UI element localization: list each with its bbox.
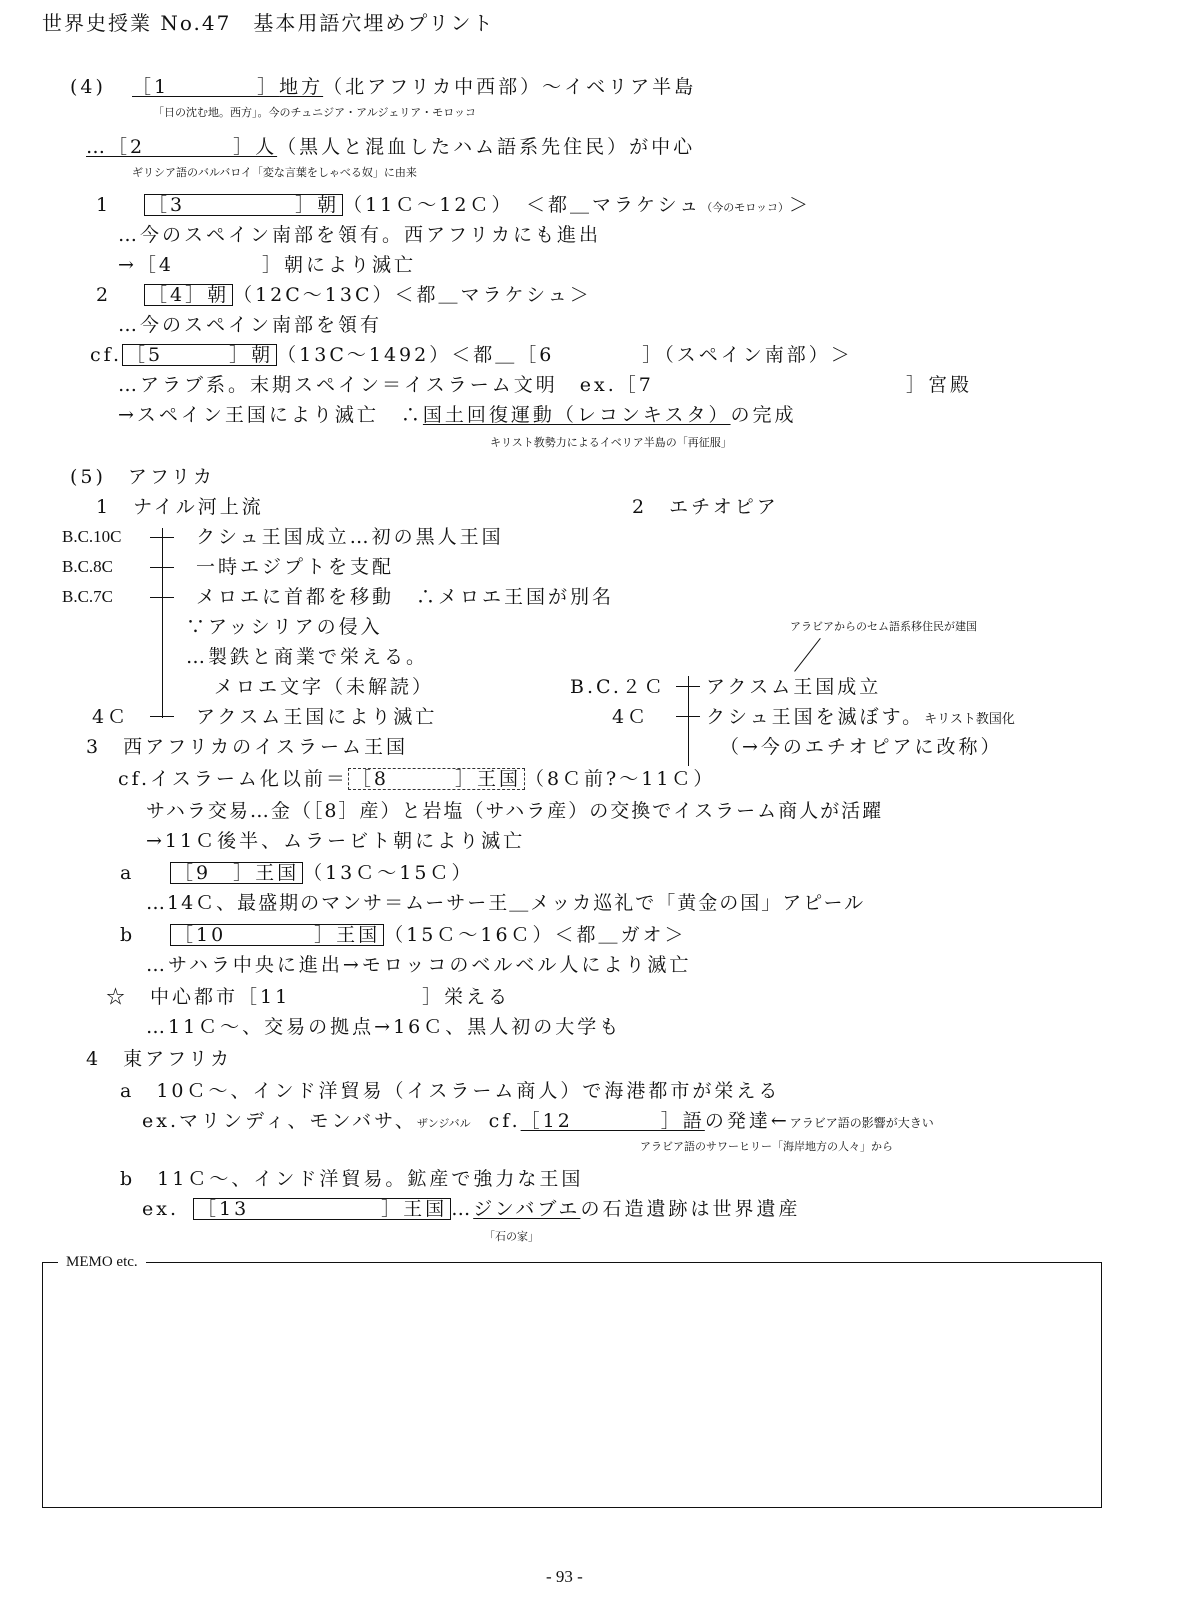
sahara-trade: サハラ交易…金（［8］産）と岩塩（サハラ産）の交換でイスラーム商人が活躍 (146, 800, 884, 822)
nile-date: B.C.10C (62, 527, 122, 546)
note-maghreb: 「日の沈む地。西方」。今のチュニジア・アルジェリア・モロッコ (153, 106, 477, 119)
songhai-label: b (120, 924, 136, 946)
port-cities: ex.マリンディ、モンバサ、 (142, 1110, 417, 1132)
mali-line (170, 862, 473, 884)
cf-line (90, 344, 853, 366)
reconquista-note: キリスト教勢力によるイベリア半島の「再征服」 (490, 436, 732, 449)
east-b-example (142, 1198, 800, 1220)
memo-area[interactable] (42, 1262, 1102, 1508)
dynasty-2-line (144, 284, 592, 306)
reconquista-line (118, 404, 797, 426)
zimbabwe-term: ジンバブエ (473, 1198, 581, 1220)
note-barbaroi: ギリシア語のバルバロイ「変な言葉をしゃべる奴」に由来 (132, 166, 417, 179)
ghana-period: （8Ｃ前?～11Ｃ） (524, 768, 716, 790)
mali-label: a (120, 862, 135, 884)
nile-end-event: アクスム王国により滅亡 (196, 706, 438, 728)
cf-label: cf. (90, 344, 123, 366)
nile-date: B.C.8C (62, 557, 114, 576)
dynasty-2-number: 2 (96, 284, 112, 306)
swahili-cf: cf. (488, 1110, 521, 1132)
aksum-note-pointer (794, 638, 821, 672)
aksum-note: アラビアからのセム語系移住民が建国 (790, 620, 977, 633)
reconquista-post: の完成 (730, 404, 797, 426)
timbuktu-desc: …11Ｃ～、交易の拠点→16Ｃ、黒人初の大学も (146, 1016, 622, 1038)
ethiopia-tick (676, 686, 700, 687)
west-africa-heading: 3 西アフリカのイスラーム王国 (86, 736, 408, 758)
east-b-dots: … (451, 1198, 474, 1220)
zanzibar: ザンジバル (416, 1117, 471, 1130)
ghana-cf: cf.イスラーム化以前＝ (118, 768, 348, 790)
songhai-period: （15Ｃ～16Ｃ）＜都＿ガオ＞ (384, 924, 687, 946)
blank-9[interactable]: ［9 ］王国 (170, 862, 303, 884)
east-africa-heading: 4 東アフリカ (86, 1048, 233, 1070)
songhai-line (170, 924, 687, 946)
section-4-line1 (132, 76, 696, 98)
songhai-desc: …サハラ中央に進出→モロッコのベルベル人により滅亡 (146, 954, 692, 976)
memo-label: MEMO etc. (58, 1252, 146, 1272)
nile-sub: ∵アッシリアの侵入 (186, 616, 383, 638)
blank-4-line[interactable]: →［4 ］朝により滅亡 (118, 254, 417, 276)
nile-event: 一時エジプトを支配 (196, 556, 395, 578)
dynasty-1-note: （今のモロッコ） (701, 201, 789, 214)
dynasty-2-box: ［4］朝 (144, 284, 233, 306)
blank-7-suffix[interactable]: ］宮殿 (906, 374, 973, 396)
dynasty-1-period: （11Ｃ～12Ｃ） ＜都＿マラケシュ (343, 194, 702, 216)
ethiopia-heading: 2 エチオピア (632, 496, 779, 518)
nile-tick (150, 716, 174, 717)
nasrid-desc: …アラブ系。末期スペイン＝イスラーム文明 ex.［7 (118, 374, 654, 396)
ethiopia-event-text: クシュ王国を滅ぼす。 (706, 706, 925, 728)
east-b-line: b 11Ｃ～、インド洋貿易。鉱産で強力な王国 (120, 1168, 584, 1190)
swahili-note: アラビア語の影響が大きい (789, 1116, 934, 1130)
section-5-title: (5) アフリカ (70, 466, 215, 488)
dynasty-1-line (144, 194, 811, 219)
east-a-examples (142, 1110, 934, 1135)
blank-1[interactable]: ［1 ］ (132, 76, 280, 98)
east-a-line: a 10Ｃ～、インド洋貿易（イスラーム商人）で海港都市が栄える (120, 1080, 781, 1102)
swahili-rest: の発達← (704, 1110, 790, 1132)
ethiopia-tick (676, 716, 700, 717)
mali-period: （13Ｃ～15Ｃ） (303, 862, 474, 884)
page-number: - 93 - (546, 1567, 583, 1586)
nile-timeline-axis (162, 528, 163, 718)
blank-11-line[interactable]: ☆ 中心都市［11 ］栄える (106, 986, 511, 1008)
swahili-origin-note: アラビア語のサワーヒリー「海岸地方の人々」から (640, 1140, 893, 1153)
nile-sub: メロエ文字（未解読） (214, 676, 435, 698)
blank-10[interactable]: ［10 ］王国 (170, 924, 384, 946)
blank-8[interactable]: ［8 ］王国 (348, 768, 525, 790)
dynasty-1-end: ＞ (788, 194, 811, 216)
region-suffix: 地方 (279, 76, 324, 98)
ethiopia-timeline-axis (688, 676, 689, 766)
blank-6-line[interactable]: （13C～1492）＜都＿［6 ］（スペイン南部）＞ (277, 344, 853, 366)
section-4-number: (4) (70, 76, 106, 98)
reconquista-term: 国土回復運動（レコンキスタ） (422, 404, 731, 426)
nile-sub: …製鉄と商業で栄える。 (186, 646, 429, 668)
dynasty-1-desc: …今のスペイン南部を領有。西アフリカにも進出 (118, 224, 602, 246)
nile-end-date: 4Ｃ (92, 706, 130, 728)
blank-3[interactable]: ［3 ］朝 (144, 194, 343, 216)
east-b-ex: ex. (142, 1198, 179, 1220)
ethiopia-date: 4Ｃ (612, 706, 650, 728)
berber-desc: （黒人と混血したハム語系先住民）が中心 (277, 136, 696, 158)
ethiopia-event: アクスム王国成立 (706, 676, 882, 698)
page-title: 世界史授業 No.47 基本用語穴埋めプリント (42, 11, 495, 35)
ethiopia-date: B.C.２Ｃ (570, 676, 666, 698)
east-b-rest: の石造遺跡は世界遺産 (580, 1198, 801, 1220)
nile-tick (150, 537, 174, 538)
nile-event: クシュ王国成立…初の黒人王国 (196, 526, 504, 548)
nile-tick (150, 567, 174, 568)
ghana-line (118, 768, 715, 790)
blank-2[interactable]: …［2 ］人 (86, 136, 278, 158)
nile-event: メロエに首都を移動 ∴メロエ王国が別名 (196, 586, 615, 608)
ethiopia-rename: （→今のエチオピアに改称） (720, 736, 1003, 758)
region-desc: （北アフリカ中西部）～イベリア半島 (323, 76, 697, 98)
blank-13[interactable]: ［13 ］王国 (193, 1198, 451, 1220)
nile-heading: 1 ナイル河上流 (96, 496, 264, 518)
ethiopia-event (706, 706, 1015, 731)
blank-12[interactable]: ［12 ］語 (520, 1110, 705, 1132)
christian-note: キリスト教国化 (924, 712, 1015, 727)
dynasty-2-period: （12C～13C）＜都＿マラケシュ＞ (233, 284, 592, 306)
nile-date: B.C.7C (62, 587, 114, 606)
nile-tick (150, 597, 174, 598)
ghana-fall: →11Ｃ後半、ムラービト朝により滅亡 (146, 830, 526, 852)
reconquista-pre: →スペイン王国により滅亡 ∴ (118, 404, 423, 426)
blank-5[interactable]: ［5 ］朝 (122, 344, 277, 366)
dynasty-2-desc: …今のスペイン南部を領有 (118, 314, 383, 336)
mali-desc: …14Ｃ、最盛期のマンサ＝ムーサー王＿メッカ巡礼で「黄金の国」アピール (146, 892, 866, 914)
stone-house-note: 「石の家」 (484, 1230, 539, 1243)
section-4-line2 (86, 136, 695, 158)
dynasty-1-number: 1 (96, 194, 112, 216)
